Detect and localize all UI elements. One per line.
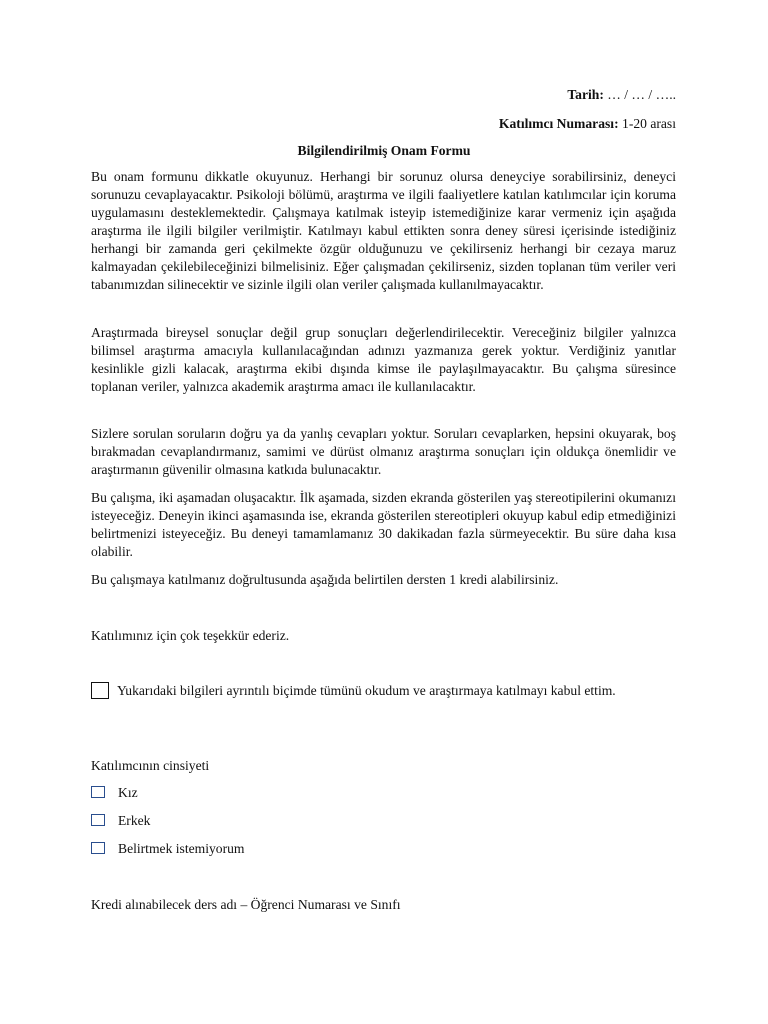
participant-number-label: Katılımcı Numarası:: [498, 116, 619, 131]
info-paragraph-3: Sizlere sorulan soruların doğru ya da yanlış cevapları yoktur. Soruları cevaplarken, hepsini okuyarak, boş bırakmadan cevaplandırmanız, samimi ve dürüst olmanız araştırma sonuçları için oldukça önemlidir ve araştırmanın güvenilir olmasına katkıda bulunacaktır.: [91, 426, 676, 477]
date-value[interactable]: … / … / …..: [607, 87, 676, 102]
participant-number-value: 1-20 arası: [622, 116, 676, 131]
participant-number-line: [499, 115, 676, 133]
gender-checkbox-kiz[interactable]: [91, 786, 105, 798]
info-paragraph-4: Bu çalışma, iki aşamadan oluşacaktır. İlk aşamada, sizden ekranda gösterilen yaş stereotipilerini okumanızı isteyeceğiz. Deneyin ikinci aşamasında ise, ekranda gösterilen stereotipleri okuyup kabul edip etmediğinizi belirtmenizi isteyeceğiz. Bu deneyi tamamlamanız 30 dakikadan fazla sürmeyecektir. Bu süre daha kısa olabilir.: [91, 490, 676, 559]
form-title: Bilgilendirilmiş Onam Formu: [297, 143, 471, 158]
gender-option-label: Kız: [118, 785, 138, 800]
gender-checkbox-prefer-not[interactable]: [91, 842, 105, 854]
thanks-text: Katılımınız için çok teşekkür ederiz.: [91, 628, 290, 643]
consent-text: Yukarıdaki bilgileri ayrıntılı biçimde tümünü okudum ve araştırmaya katılmayı kabul ettim.: [117, 683, 616, 698]
info-paragraph-5: Bu çalışmaya katılmanız doğrultusunda aşağıda belirtilen dersten 1 kredi alabilirsiniz.: [91, 572, 559, 587]
gender-option-kiz[interactable]: [91, 784, 138, 802]
gender-option-label: Belirtmek istemiyorum: [118, 841, 245, 856]
info-paragraph-2: Araştırmada bireysel sonuçlar değil grup sonuçları değerlendirilecektir. Vereceğiniz bilgiler yalnızca bilimsel araştırma amacıyla kullanılacağından adınızı yazmanıza gerek yoktur. Verdiğiniz yanıtlar kesinlikle gizli kalacak, araştırma ekibi dışında kimse ile paylaşılmayacaktır. Bu çalışma süresince toplanan veriler, yalnızca akademik araştırma amacı ile kullanılacaktır.: [91, 325, 676, 394]
info-paragraph-1: Bu onam formunu dikkatle okuyunuz. Herhangi bir sorunuz olursa deneyciye sorabilirsiniz, deneyci sorunuzu cevaplayacaktır. Psikoloji bölümü, araştırma ve ilgili faaliyetlere katılan katılımcılar için koruma uygulamasını desteklemektedir. Çalışmaya katılmak isteyip istemediğinize karar vermeniz için aşağıda araştırma ile ilgili bilgiler verilmiştir. Katılmayı kabul ettikten sonra deney süresi içerisinde istediğiniz herhangi bir zamanda geri çekilmekte özgür olduğunuzu ve çekilirseniz herhangi bir cezaya maruz kalmayadan çekilebileceğinizi bilmelisiniz. Eğer çalışmadan çekilirseniz, sizden toplanan tüm veriler veri tabanımızdan silinecektir ve sizinle ilgili olan veriler çalışmada kullanılmayacaktır.: [91, 169, 676, 292]
date-label: Tarih:: [567, 87, 604, 102]
gender-label: Katılımcının cinsiyeti: [91, 758, 210, 773]
credit-course-label: Kredi alınabilecek ders adı – Öğrenci Numarası ve Sınıfı: [91, 897, 401, 912]
gender-checkbox-erkek[interactable]: [91, 814, 105, 826]
gender-option-erkek[interactable]: [91, 812, 150, 830]
gender-option-prefer-not[interactable]: [91, 840, 244, 858]
consent-checkbox[interactable]: [91, 682, 109, 699]
gender-option-label: Erkek: [118, 813, 151, 828]
consent-statement: [91, 682, 676, 700]
date-line: [567, 86, 676, 104]
